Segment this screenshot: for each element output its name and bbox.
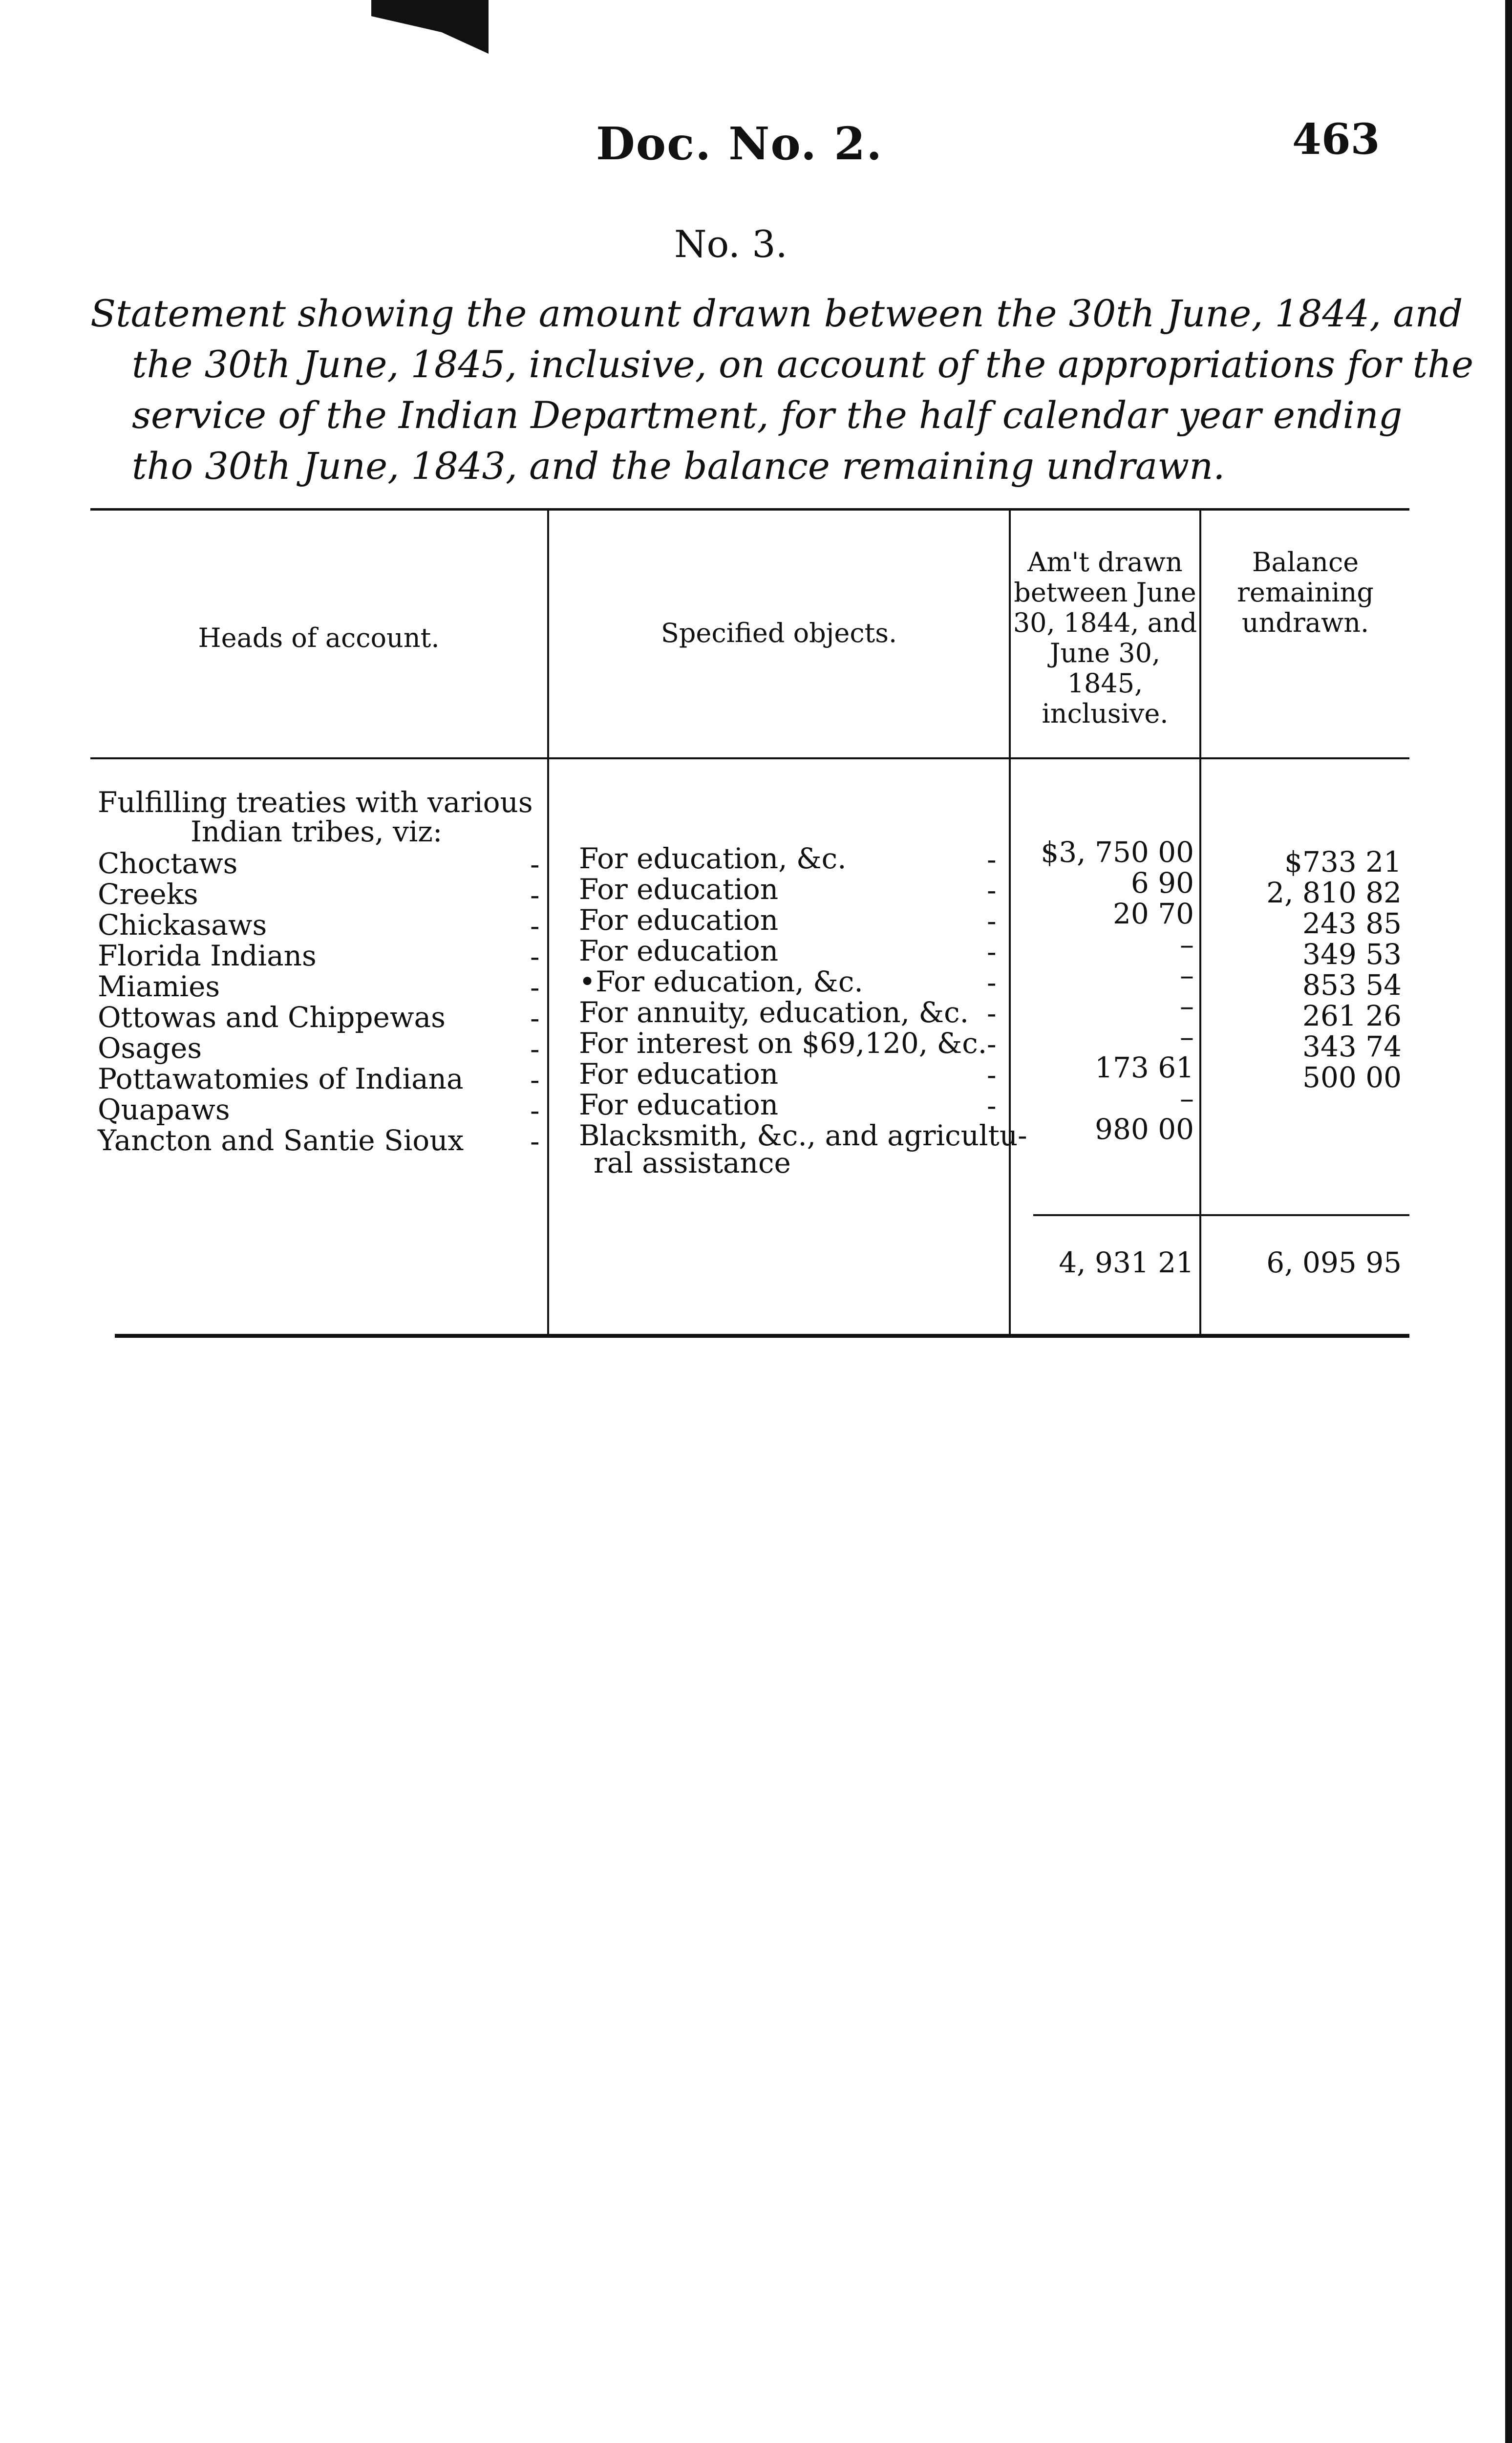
- row-drawn: 20 70: [1112, 897, 1194, 930]
- row-drawn: –: [1180, 989, 1194, 1023]
- row-drawn: –: [1180, 959, 1194, 992]
- leader-dash: -: [987, 1058, 997, 1092]
- leader-dash: -: [987, 997, 997, 1030]
- col-header-balance-line: remaining: [1237, 577, 1374, 608]
- scan-corner-mark: [371, 0, 489, 54]
- col-header-drawn-line: between June: [1014, 577, 1196, 608]
- row-head: Chickasaws: [98, 908, 267, 942]
- row-drawn: –: [1180, 1082, 1194, 1115]
- caption-line-1: Statement showing the amount drawn between the 30th June, 1844, and: [90, 292, 1463, 335]
- page-number: 463: [1292, 115, 1380, 164]
- leader-dash: -: [530, 879, 540, 912]
- row-object: •For education, &c.: [579, 965, 863, 998]
- doc-title: Doc. No. 2.: [596, 117, 883, 170]
- caption-line-2: the 30th June, 1845, inclusive, on account of the appropriations for the: [132, 343, 1474, 386]
- leader-dash: -: [987, 1089, 997, 1122]
- group-label-line-1: Fulfilling treaties with various: [98, 786, 533, 819]
- row-head: Florida Indians: [98, 939, 317, 972]
- totals-rule: [1033, 1214, 1409, 1216]
- row-head: Miamies: [98, 970, 220, 1003]
- col-header-drawn-line: Am't drawn: [1027, 547, 1183, 578]
- row-drawn: 6 90: [1130, 866, 1194, 900]
- total-balance: 6, 095 95: [1266, 1246, 1402, 1279]
- row-balance: 349 53: [1302, 938, 1402, 971]
- row-balance: 343 74: [1302, 1030, 1402, 1063]
- leader-dash: -: [530, 909, 540, 943]
- leader-dash: -: [530, 1094, 540, 1127]
- row-head: Pottawatomies of Indiana: [98, 1062, 464, 1095]
- col-header-drawn-line: June 30, 1845,: [1049, 638, 1161, 699]
- header-bottom-rule: [90, 757, 1409, 759]
- leader-dash: -: [987, 904, 997, 938]
- page-edge-right: [1505, 0, 1512, 2443]
- caption-line-4: tho 30th June, 1843, and the balance remaining undrawn.: [132, 444, 1225, 488]
- group-label-line-2: Indian tribes, viz:: [191, 815, 443, 848]
- row-balance: 2, 810 82: [1266, 876, 1402, 909]
- row-drawn: $3, 750 00: [1041, 836, 1194, 869]
- row-balance: 500 00: [1302, 1061, 1402, 1094]
- row-drawn: 980 00: [1095, 1113, 1194, 1146]
- row-object: Blacksmith, &c., and agricultu-: [579, 1119, 1027, 1152]
- leader-dash: -: [530, 848, 540, 881]
- row-drawn: 173 61: [1095, 1051, 1194, 1084]
- row-head: Choctaws: [98, 847, 238, 880]
- row-object: For education: [579, 903, 779, 937]
- object-continuation: ral assistance: [594, 1146, 791, 1179]
- leader-dash: -: [987, 935, 997, 968]
- row-drawn: –: [1180, 928, 1194, 961]
- row-balance: 853 54: [1302, 968, 1402, 1002]
- col-header-drawn-line: inclusive.: [1042, 698, 1169, 729]
- row-head: Creeks: [98, 878, 198, 911]
- leader-dash: -: [987, 966, 997, 999]
- row-head: Osages: [98, 1031, 202, 1065]
- row-object: For education: [579, 1088, 779, 1121]
- row-head: Yancton and Santie Sioux: [98, 1124, 464, 1157]
- row-head: Ottowas and Chippewas: [98, 1001, 446, 1034]
- statement-caption: [90, 288, 1474, 492]
- leader-dash: -: [530, 1125, 540, 1158]
- col-header-objects: Specified objects.: [660, 618, 897, 648]
- row-balance: 261 26: [1302, 999, 1402, 1032]
- leader-dash: -: [530, 1063, 540, 1096]
- col-header-balance-line: Balance: [1252, 547, 1359, 578]
- leader-dash: -: [530, 1002, 540, 1035]
- leader-dash: -: [530, 940, 540, 973]
- leader-dash: -: [530, 971, 540, 1004]
- row-balance: $733 21: [1284, 845, 1402, 879]
- row-object: For education: [579, 873, 779, 906]
- row-object: For education: [579, 934, 779, 967]
- caption-line-3: service of the Indian Department, for the half calendar year ending: [132, 393, 1403, 437]
- col-header-balance: [1201, 547, 1409, 638]
- table-top-rule: [90, 508, 1409, 511]
- row-object: For annuity, education, &c.: [579, 996, 969, 1029]
- col-header-drawn: [1011, 547, 1199, 729]
- row-object: For interest on $69,120, &c.: [579, 1027, 987, 1060]
- row-object: For education, &c.: [579, 842, 847, 875]
- leader-dash: -: [987, 1028, 997, 1061]
- col-header-drawn-line: 30, 1844, and: [1013, 607, 1197, 638]
- table-bottom-rule: [115, 1334, 1409, 1338]
- leader-dash: -: [987, 874, 997, 907]
- col-header-heads: Heads of account.: [198, 622, 440, 653]
- leader-dash: -: [987, 843, 997, 876]
- row-object: For education: [579, 1057, 779, 1091]
- col-header-balance-line: undrawn.: [1241, 607, 1369, 638]
- appropriations-table: [90, 508, 1409, 1349]
- subheading: No. 3.: [674, 222, 788, 266]
- row-balance: 243 85: [1302, 907, 1402, 940]
- row-head: Quapaws: [98, 1093, 230, 1126]
- total-drawn: 4, 931 21: [1059, 1246, 1194, 1279]
- row-drawn: –: [1180, 1020, 1194, 1053]
- leader-dash: -: [530, 1032, 540, 1066]
